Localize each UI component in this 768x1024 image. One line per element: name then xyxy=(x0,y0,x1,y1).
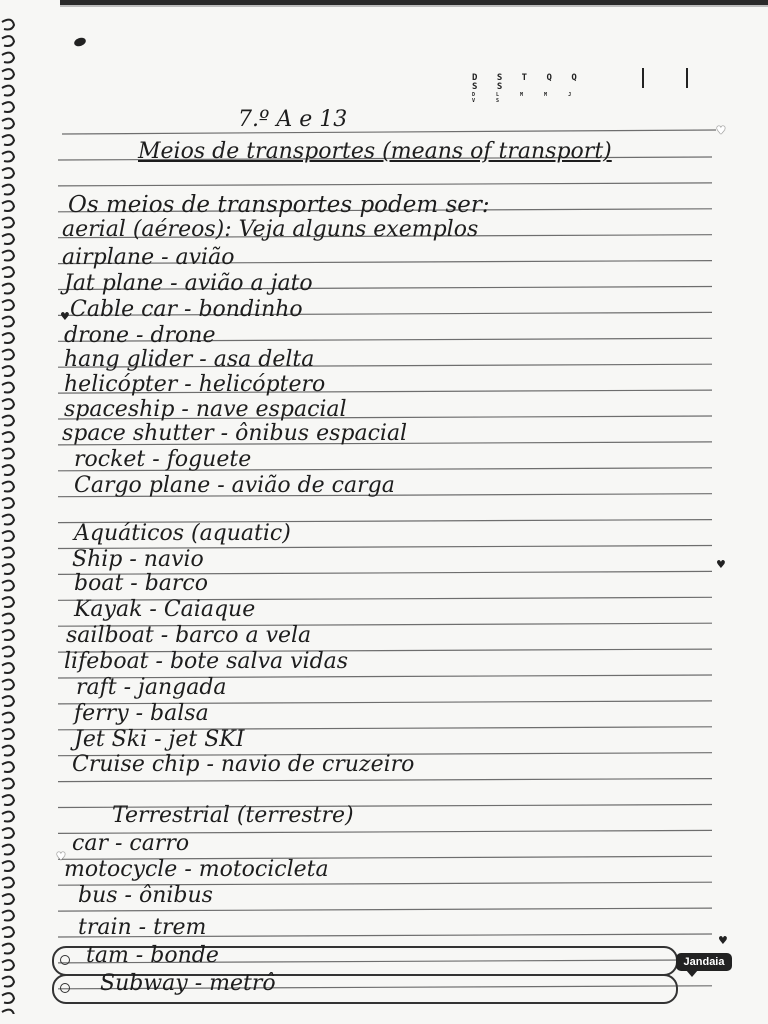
list-item: tam - bonde xyxy=(86,943,219,968)
list-item: Cable car - bondinho xyxy=(70,297,303,322)
brand-logo: Jandaia xyxy=(676,953,732,971)
list-item: Cargo plane - avião de carga xyxy=(74,473,395,498)
list-item: motocycle - motocicleta xyxy=(64,857,329,882)
list-item: train - trem xyxy=(78,915,207,940)
list-item: boat - barco xyxy=(74,571,208,596)
list-item: raft - jangada xyxy=(76,675,227,700)
list-item: Subway - metrô xyxy=(100,971,276,996)
section-heading-aerial: aerial (aéreos): Veja alguns exemplos xyxy=(62,217,479,242)
weekday-sub-letters: D L M M J V S xyxy=(472,92,581,104)
intro-line: Os meios de transportes podem ser: xyxy=(68,192,490,218)
list-item: Cruise chip - navio de cruzeiro xyxy=(72,752,415,777)
class-label: 7.º A e 13 xyxy=(238,107,348,132)
list-item: drone - drone xyxy=(64,323,216,348)
list-item: spaceship - nave espacial xyxy=(64,397,347,422)
list-item: sailboat - barco a vela xyxy=(66,623,312,648)
list-item: bus - ônibus xyxy=(78,883,213,908)
list-item: Jat plane - avião a jato xyxy=(64,271,313,296)
heart-icon: ♥ xyxy=(716,124,726,137)
heart-icon: ♥ xyxy=(56,850,66,863)
list-item: rocket - foguete xyxy=(74,447,252,472)
list-item: Ship - navio xyxy=(72,547,204,572)
heart-icon: ♥ xyxy=(718,934,728,947)
list-item: hang glider - asa delta xyxy=(64,347,315,372)
section-heading-aquatic: Aquáticos (aquatic) xyxy=(74,521,291,546)
heart-icon: ♥ xyxy=(60,310,70,323)
list-item: airplane - avião xyxy=(62,245,235,270)
weekday-letters: D S T Q Q S S xyxy=(472,73,584,92)
section-heading-terrestrial: Terrestrial (terrestre) xyxy=(112,803,354,828)
list-item: helicópter - helicóptero xyxy=(64,372,326,397)
heart-icon: ♥ xyxy=(716,558,726,571)
list-item: space shutter - ônibus espacial xyxy=(62,421,408,446)
list-item: car - carro xyxy=(72,831,190,856)
list-item: lifeboat - bote salva vidas xyxy=(64,649,349,674)
list-item: Kayak - Caiaque xyxy=(74,597,256,622)
list-item: ferry - balsa xyxy=(74,701,209,726)
note-title: Meios de transportes (means of transport) xyxy=(138,139,612,164)
list-item: Jet Ski - jet SKI xyxy=(74,727,245,752)
